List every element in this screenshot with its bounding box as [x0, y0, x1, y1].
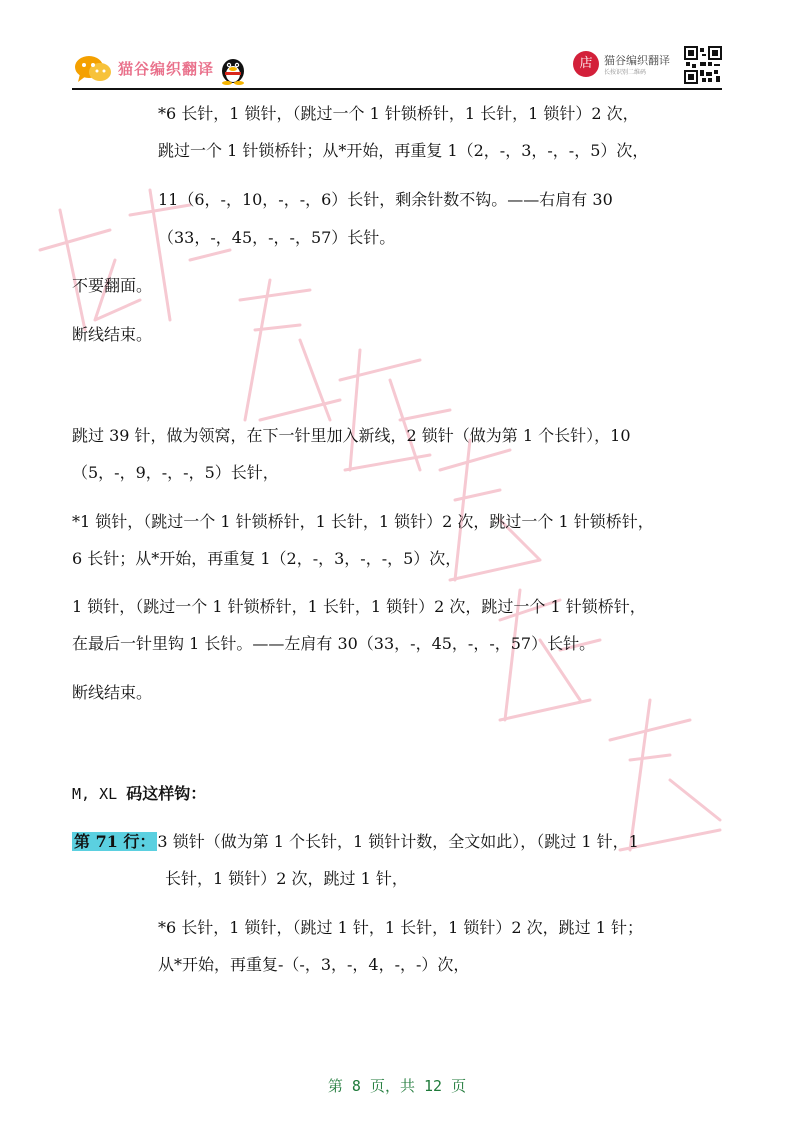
page-number: 第 8 页，共 12 页	[327, 1077, 467, 1095]
qr-code-icon	[684, 46, 722, 84]
text-line: 在最后一针里钩 1 长针。——左肩有 30（33，-，45，-，-，57）长针。	[72, 634, 596, 653]
text-line: 从*开始，再重复-（-，3，-，4，-，-）次，	[158, 955, 470, 974]
brand-name: 猫谷编织翻译	[118, 60, 215, 78]
text-line: *6 长针，1 锁针，（跳过 1 针，1 长针，1 锁针）2 次，跳过 1 针；	[158, 918, 644, 937]
text-line: *1 锁针，（跳过一个 1 针锁桥针，1 长针，1 锁针）2 次，跳过一个 1 针锁桥针，	[72, 512, 654, 531]
text-line: 断线结束。	[72, 325, 153, 344]
header-rule	[72, 88, 722, 90]
page-header	[0, 0, 794, 92]
text-line: 6 长针；从*开始，再重复 1（2，-，3，-，-，5）次，	[72, 549, 462, 568]
qq-penguin-icon	[218, 53, 248, 85]
text-line: （5，-，9，-，-，5）长针，	[72, 463, 279, 482]
section-heading	[72, 784, 206, 804]
shop-subtitle: 长按识别二维码	[604, 69, 647, 76]
text-line: 3 锁针（做为第 1 个长针，1 锁针计数，全文如此），（跳过 1 针，1	[157, 832, 639, 851]
shop-name: 猫谷编织翻译	[604, 54, 670, 67]
section-heading-text: 码这样钩：	[126, 784, 207, 803]
wechat-icon	[74, 54, 112, 84]
text-line: 不要翻面。	[72, 276, 153, 295]
text-line: 11（6，-，10，-，-，6）长针，剩余针数不钩。——右肩有 30	[158, 190, 613, 209]
text-line: （33，-，45，-，-，57）长针。	[158, 228, 396, 247]
text-line: *6 长针，1 锁针，（跳过一个 1 针锁桥针，1 长针，1 锁针）2 次，	[158, 104, 639, 123]
text-line: 1 锁针，（跳过一个 1 针锁桥针，1 长针，1 锁针）2 次，跳过一个 1 针锁桥针，	[72, 597, 646, 616]
row-71-line	[72, 832, 639, 852]
row-label-highlight: 第 71 行：	[74, 832, 156, 851]
text-line: 跳过 39 针，做为领窝，在下一针里加入新线，2 锁针（做为第 1 个长针），10	[72, 426, 631, 445]
text-line: 断线结束。	[72, 683, 153, 702]
text-line: 跳过一个 1 针锁桥针；从*开始，再重复 1（2，-，3，-，-，5）次，	[158, 141, 649, 160]
size-label: M, XL	[72, 785, 127, 803]
text-line: 长针，1 锁针）2 次，跳过 1 针，	[165, 869, 408, 888]
shop-icon: 店	[573, 51, 599, 77]
